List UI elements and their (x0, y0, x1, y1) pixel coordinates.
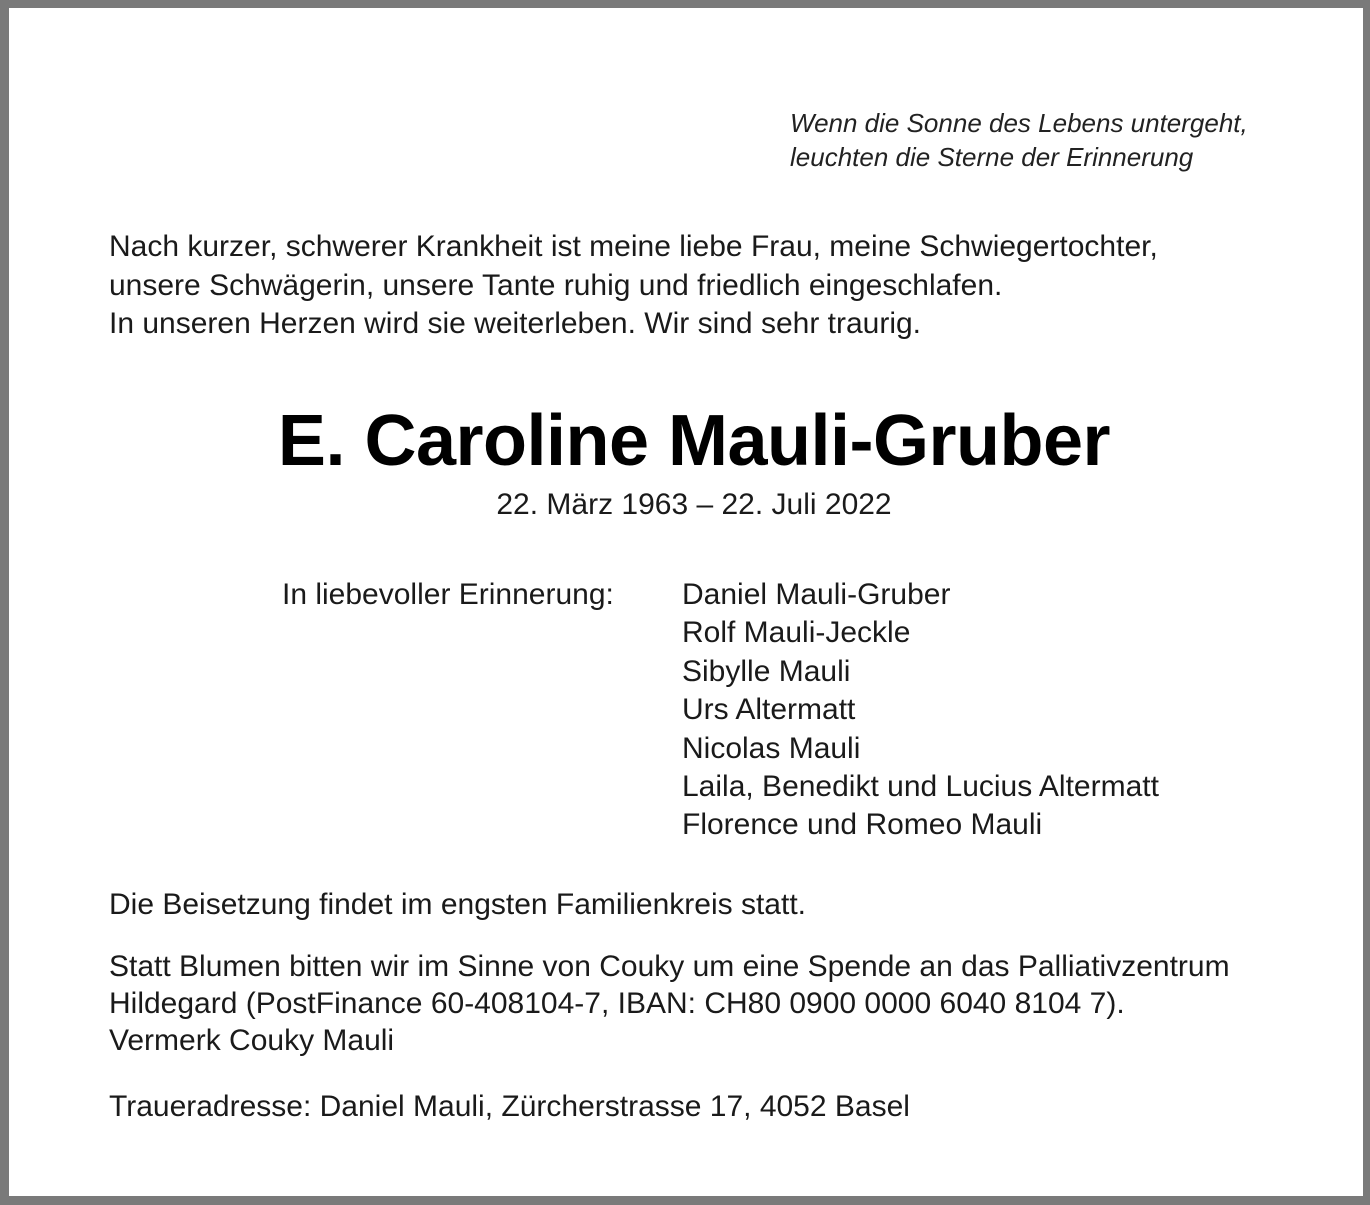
mourner-name: Daniel Mauli-Gruber (682, 578, 951, 611)
donation-line: Hildegard (PostFinance 60-408104-7, IBAN: CH80 0900 0000 6040 8104 7). (109, 987, 1125, 1020)
donation-notice (109, 948, 1230, 1059)
intro-line: unsere Schwägerin, unsere Tante ruhig und friedlich eingeschlafen. (109, 268, 1003, 302)
intro-text (109, 228, 1158, 344)
mourner-name: Nicolas Mauli (682, 731, 861, 765)
intro-line: Nach kurzer, schwerer Krankheit ist meine liebe Frau, meine Schwiegertochter, (109, 230, 1158, 263)
life-dates: 22. März 1963 – 22. Juli 2022 (496, 488, 892, 521)
motto-line: leuchten die Sterne der Erinnerung (790, 142, 1194, 172)
mourners-list (682, 576, 1159, 845)
mourner-name: Rolf Mauli-Jeckle (682, 616, 911, 650)
intro-line: In unseren Herzen wird sie weiterleben. Wir sind sehr traurig. (109, 307, 922, 340)
motto-quote (790, 106, 1248, 174)
mourner-name: Urs Altermatt (682, 693, 856, 727)
mourners-label: In liebevoller Erinnerung: (282, 578, 614, 611)
mourner-name: Florence und Romeo Mauli (682, 808, 1043, 842)
donation-line: Statt Blumen bitten wir im Sinne von Couky um eine Spende an das Palliativzentrum (109, 950, 1230, 983)
motto-line: Wenn die Sonne des Lebens untergeht, (790, 108, 1248, 138)
burial-notice: Die Beisetzung findet im engsten Familienkreis statt. (109, 888, 806, 921)
mourner-name: Laila, Benedikt und Lucius Altermatt (682, 770, 1159, 804)
donation-line: Vermerk Couky Mauli (109, 1024, 395, 1057)
mourner-name: Sibylle Mauli (682, 654, 851, 688)
mourning-address: Traueradresse: Daniel Mauli, Zürcherstrasse 17, 4052 Basel (109, 1090, 910, 1123)
deceased-name: E. Caroline Mauli-Gruber (277, 401, 1111, 481)
